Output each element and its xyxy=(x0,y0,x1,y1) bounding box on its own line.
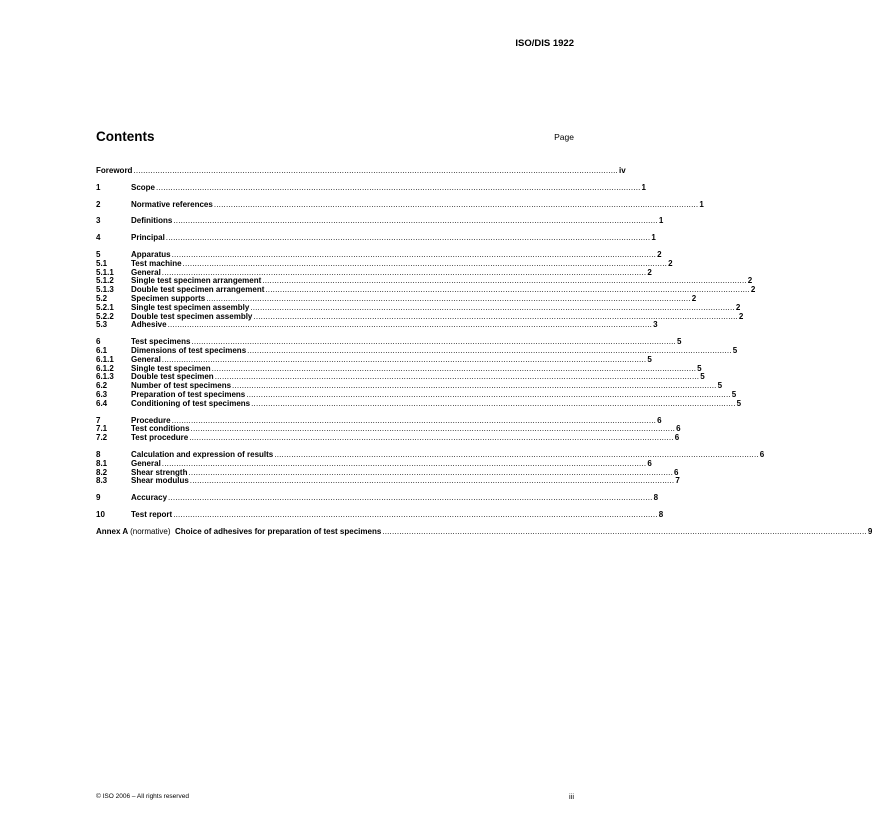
leader-dots: ........................................................................................................................................................................................................ xyxy=(232,381,717,391)
toc-entry-title: Procedure xyxy=(131,415,171,425)
leader-dots: ........................................................................................................................................................................................................ xyxy=(161,267,647,277)
leader-dots: ........................................................................................................................................................................................................ xyxy=(247,345,732,355)
leader-dots: ........................................................................................................................................................................................................ xyxy=(171,249,657,259)
leader-dots: ........................................................................................................................................................................................................ xyxy=(206,293,691,303)
toc-entry-title: Test procedure xyxy=(131,433,189,443)
toc-entry-page: 5 xyxy=(647,354,652,364)
annex-type: (normative) xyxy=(130,526,171,536)
toc-entry-number: 5.3 xyxy=(96,320,108,330)
toc-entry-annex-a[interactable] xyxy=(96,526,872,537)
copyright-notice: © ISO 2006 – All rights reserved xyxy=(96,793,189,800)
toc-entry-page: 5 xyxy=(732,345,738,355)
toc-entry-title: Specimen supports xyxy=(131,293,206,303)
toc-entry-page: 5 xyxy=(697,363,702,373)
leader-dots: ........................................................................................................................................................................................................ xyxy=(188,467,673,477)
leader-dots: ........................................................................................................................................................................................................ xyxy=(165,233,651,243)
toc-entry-number: 5.1.2 xyxy=(96,276,114,286)
toc-entry-number: 3 xyxy=(96,216,101,226)
toc-entry-title: Adhesive xyxy=(131,320,167,330)
toc-entry-title: Preparation of test specimens xyxy=(131,389,246,399)
toc-entry-title: Test machine xyxy=(131,258,182,268)
toc-entry-page: 1 xyxy=(658,216,664,226)
toc-entry-title: Accuracy xyxy=(131,493,168,503)
toc-entry-page: 5 xyxy=(731,389,737,399)
leader-dots: ........................................................................................................................................................................................................ xyxy=(253,311,738,321)
toc-entry-title: Shear modulus xyxy=(131,476,189,486)
toc-entry-title: Normative references xyxy=(131,199,213,209)
toc-entry-number: 2 xyxy=(96,199,101,209)
toc-entry-title: Number of test specimens xyxy=(131,381,232,391)
toc-entry-page: 2 xyxy=(747,276,753,286)
page-column-label: Page xyxy=(554,132,574,142)
toc-entry-title: Scope xyxy=(131,182,156,192)
leader-dots: ........................................................................................................................................................................................................ xyxy=(161,458,647,468)
toc-entry-title: Test report xyxy=(131,509,173,519)
toc-entry-number: 5 xyxy=(96,249,101,259)
toc-entry-number: 8 xyxy=(96,449,101,459)
toc-entry-page: 6 xyxy=(674,467,679,477)
toc-entry-page: 2 xyxy=(647,267,652,277)
toc-entry[interactable] xyxy=(96,199,704,210)
toc-entry-title: Definitions xyxy=(131,216,173,226)
toc-entry-number: 6.1.1 xyxy=(96,354,114,364)
toc-entry-title: Double test specimen assembly xyxy=(131,311,253,321)
toc-entry[interactable] xyxy=(96,493,659,503)
toc-entry-page: 1 xyxy=(641,182,646,192)
leader-dots: ........................................................................................................................................................................................................ xyxy=(190,424,676,434)
toc-entry-page: 6 xyxy=(759,449,765,459)
leader-dots: ........................................................................................................................................................................................................ xyxy=(213,199,699,209)
toc-entry-number: 8.2 xyxy=(96,467,108,477)
toc-entry-title: Calculation and expression of results xyxy=(131,449,274,459)
toc-entry-page: 2 xyxy=(691,293,697,303)
toc-entry-number: 6 xyxy=(96,337,101,347)
annex-label: Annex A xyxy=(96,526,128,536)
toc-entry-title: Test conditions xyxy=(131,424,190,434)
toc-entry-number: 9 xyxy=(96,493,101,503)
toc-entry-number: 5.2.1 xyxy=(96,302,114,312)
leader-dots: ........................................................................................................................................................................................................ xyxy=(189,433,674,443)
toc-entry-number: 7.2 xyxy=(96,433,108,443)
toc-entry[interactable] xyxy=(96,166,626,176)
toc-entry-page: 2 xyxy=(657,249,662,259)
leader-dots: ........................................................................................................................................................................................................ xyxy=(191,337,676,347)
toc-entry-page: 6 xyxy=(674,433,680,443)
toc-entry-title: Test specimens xyxy=(131,337,191,347)
toc-entry-number: 8.1 xyxy=(96,458,108,468)
toc-entry-number: 8.3 xyxy=(96,476,108,486)
leader-dots: ........................................................................................................................................................................................................ xyxy=(161,354,647,364)
toc-entry[interactable] xyxy=(96,433,680,443)
toc-entry-page: 8 xyxy=(658,509,664,519)
toc-entry-number: 5.2 xyxy=(96,293,108,303)
document-code: ISO/DIS 1922 xyxy=(515,38,574,49)
toc-entry[interactable] xyxy=(96,216,664,226)
toc-entry-number: 5.1.1 xyxy=(96,267,114,277)
toc-entry-page: 5 xyxy=(700,372,705,382)
toc-entry[interactable] xyxy=(96,320,658,330)
toc-entry-page: 2 xyxy=(750,285,756,295)
annex-title: Choice of adhesives for preparation of test specimens xyxy=(175,526,382,536)
toc-entry[interactable] xyxy=(96,398,742,409)
toc-entry-title: Single test specimen arrangement xyxy=(131,276,262,286)
toc-entry-page: 6 xyxy=(657,415,662,425)
toc-entry-title: Conditioning of test specimens xyxy=(131,398,251,408)
leader-dots: ........................................................................................................................................................................................................ xyxy=(250,302,735,312)
leader-dots: ........................................................................................................................................................................................................ xyxy=(167,320,653,330)
leader-dots: ........................................................................................................................................................................................................ xyxy=(251,398,736,408)
toc-entry-title: General xyxy=(131,458,161,468)
leader-dots: ........................................................................................................................................................................................................ xyxy=(262,276,747,286)
table-of-contents xyxy=(96,166,872,537)
toc-entry-title: Dimensions of test specimens xyxy=(131,345,247,355)
toc-entry-page: 3 xyxy=(653,320,658,330)
toc-entry-page: 2 xyxy=(738,311,744,321)
contents-title: Contents xyxy=(96,129,155,144)
toc-entry-number: 5.1.3 xyxy=(96,285,114,295)
toc-entry-page: 5 xyxy=(717,381,723,391)
leader-dots: ........................................................................................................................................................................................................ xyxy=(189,476,675,486)
leader-dots: ........................................................................................................................................................................................................ xyxy=(274,449,759,459)
toc-entry[interactable] xyxy=(96,509,664,520)
leader-dots: ........................................................................................................................................................................................................ xyxy=(173,216,658,226)
toc-entry-title: Single test specimen assembly xyxy=(131,302,250,312)
toc-entry-number: 7.1 xyxy=(96,424,108,434)
page-number: iii xyxy=(569,792,574,801)
toc-entry-number: 5.2.2 xyxy=(96,311,114,321)
toc-entry-page: 8 xyxy=(653,493,659,503)
toc-entry-number: 10 xyxy=(96,509,105,519)
leader-dots: ........................................................................................................................................................................................................ xyxy=(265,285,750,295)
toc-entry-number: 4 xyxy=(96,233,101,243)
toc-entry-number: 5.1 xyxy=(96,258,108,268)
toc-entry-page: 1 xyxy=(699,199,704,209)
toc-entry-number: 6.3 xyxy=(96,389,108,399)
toc-entry-title: Double test specimen xyxy=(131,372,214,382)
toc-entry-title: General xyxy=(131,267,161,277)
toc-entry-page: 7 xyxy=(675,476,680,486)
toc-entry-page: 1 xyxy=(651,233,656,243)
annex-prefix xyxy=(96,528,175,537)
leader-dots: ........................................................................................................................................................................................................ xyxy=(382,526,867,536)
leader-dots: ........................................................................................................................................................................................................ xyxy=(214,372,700,382)
toc-entry-title: Apparatus xyxy=(131,249,171,259)
toc-entry-title: Foreword xyxy=(96,166,133,175)
toc-entry[interactable] xyxy=(96,182,646,193)
leader-dots: ........................................................................................................................................................................................................ xyxy=(173,509,658,519)
toc-entry-page: 2 xyxy=(668,258,673,268)
toc-entry-page: 6 xyxy=(676,424,681,434)
leader-dots: ........................................................................................................................................................................................................ xyxy=(182,258,668,268)
toc-entry-page: 5 xyxy=(676,337,682,347)
toc-entry-title: General xyxy=(131,354,161,364)
toc-entry-number: 6.2 xyxy=(96,381,108,391)
leader-dots: ........................................................................................................................................................................................................ xyxy=(211,363,697,373)
toc-entry-number: 6.4 xyxy=(96,398,108,408)
toc-entry-title: Double test specimen arrangement xyxy=(131,285,265,295)
toc-entry-number: 7 xyxy=(96,415,101,425)
toc-entry-number: 6.1.2 xyxy=(96,363,114,373)
leader-dots: ........................................................................................................................................................................................................ xyxy=(246,389,731,399)
toc-entry-page: iv xyxy=(618,166,626,175)
leader-dots: ........................................................................................................................................................................................................ xyxy=(133,166,618,175)
toc-entry-title: Principal xyxy=(131,233,165,243)
toc-entry-page: 6 xyxy=(647,458,652,468)
toc-entry[interactable] xyxy=(96,476,680,486)
leader-dots: ........................................................................................................................................................................................................ xyxy=(171,415,657,425)
leader-dots: ........................................................................................................................................................................................................ xyxy=(156,182,641,192)
toc-entry[interactable] xyxy=(96,233,656,243)
toc-entry-title: Shear strength xyxy=(131,467,188,477)
toc-entry-number: 6.1 xyxy=(96,345,108,355)
toc-entry-title: Single test specimen xyxy=(131,363,211,373)
annex-page: 9 xyxy=(867,526,872,536)
toc-entry-page: 5 xyxy=(736,398,742,408)
leader-dots: ........................................................................................................................................................................................................ xyxy=(168,493,653,503)
toc-entry-number: 6.1.3 xyxy=(96,372,114,382)
toc-entry-page: 2 xyxy=(735,302,741,312)
toc-entry-number: 1 xyxy=(96,182,101,192)
